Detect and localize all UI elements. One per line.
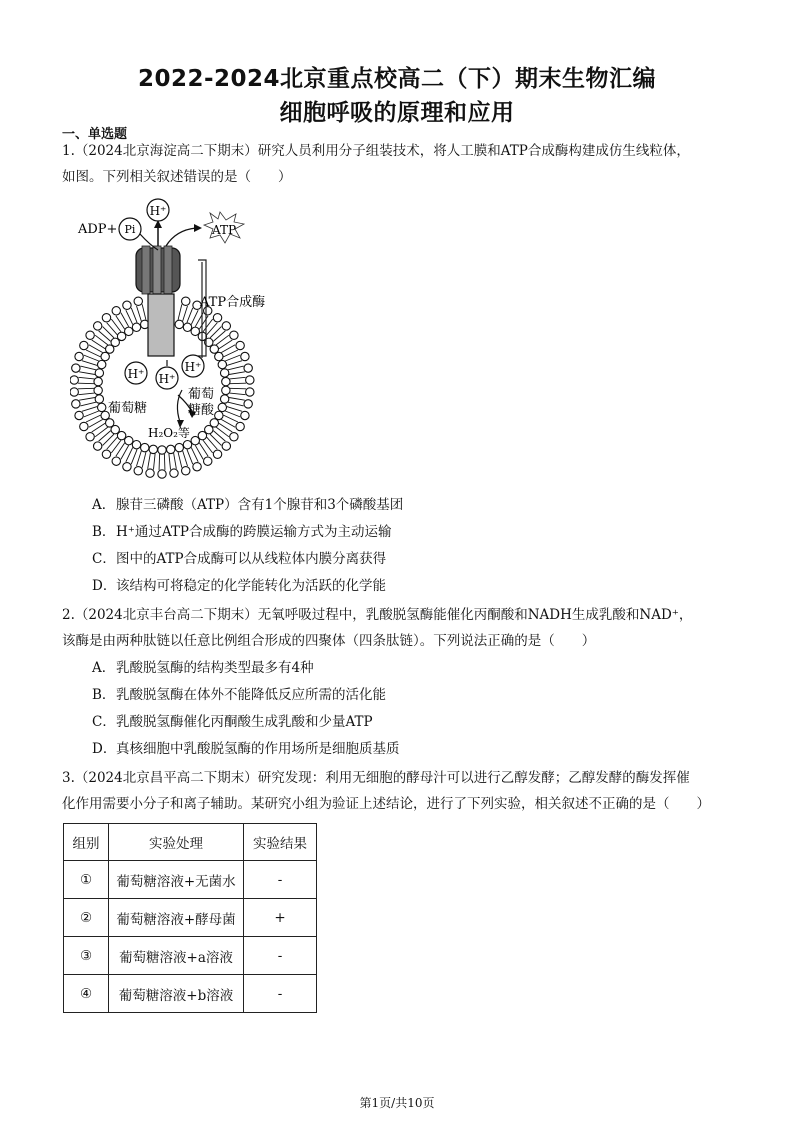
biomimetic-mitochondrion-figure <box>70 190 370 495</box>
q2-option-c-letter: C． <box>92 714 116 730</box>
question-2-stem <box>62 602 734 654</box>
lipid-tail <box>223 350 237 357</box>
question-1-stem <box>62 138 734 190</box>
lipid-head-outer <box>80 422 88 430</box>
lipid-head-inner <box>215 411 223 419</box>
lipid-tail <box>131 308 137 323</box>
lipid-head-outer <box>134 297 142 305</box>
lipid-head-inner <box>125 327 133 335</box>
lipid-head-outer <box>134 467 142 475</box>
table-header-treatment: 实验处理 <box>109 824 244 861</box>
lipid-tail <box>142 304 146 320</box>
atp-synthase-head <box>136 246 180 294</box>
lipid-tail <box>227 361 242 366</box>
lipid-head-outer <box>213 450 221 458</box>
lipid-tail <box>137 306 142 321</box>
lipid-tail <box>142 452 146 468</box>
table-cell-group: ② <box>64 899 109 937</box>
lipid-head-outer <box>246 388 254 396</box>
lipid-head-outer <box>244 364 252 372</box>
q1-option-a[interactable] <box>92 495 403 515</box>
glucose-label: 葡萄糖 <box>108 401 148 416</box>
lipid-tail <box>228 366 244 370</box>
q1-option-b[interactable] <box>92 522 392 542</box>
lipid-tail <box>78 383 94 384</box>
q1-option-b-letter: B． <box>92 524 116 540</box>
lipid-head-outer <box>241 352 249 360</box>
table-row <box>64 937 317 975</box>
q1-option-c-letter: C． <box>92 551 116 567</box>
table-row <box>64 899 317 937</box>
lipid-head-inner <box>101 352 109 360</box>
question-3-stem <box>62 765 734 817</box>
lipid-head-inner <box>149 445 157 453</box>
question-2-stem-line2: 该酶是由两种肽链以任意比例组合形成的四聚体（四条肽链）。下列说法正确的是（ ） <box>62 633 596 649</box>
table-cell-group: ① <box>64 861 109 899</box>
q2-option-d[interactable] <box>92 739 400 759</box>
q1-option-a-text: 腺苷三磷酸（ATP）含有1个腺苷和3个磷酸基团 <box>116 497 404 513</box>
lipid-head-inner <box>222 377 230 385</box>
lipid-head-inner <box>191 436 199 444</box>
lipid-tail <box>137 451 142 466</box>
lipid-tail <box>169 454 171 470</box>
adp-label: ADP+ <box>78 222 118 237</box>
lipid-tail <box>227 407 242 412</box>
lipid-tail <box>82 407 97 412</box>
lipid-head-outer <box>112 307 120 315</box>
lipid-tail <box>131 449 137 464</box>
table-header-row <box>64 824 317 861</box>
q2-option-b-text: 乳酸脱氢酶在体外不能降低反应所需的活化能 <box>116 687 386 703</box>
q2-option-c-text: 乳酸脱氢酶催化丙酮酸生成乳酸和少量ATP <box>116 714 373 730</box>
lipid-head-inner <box>141 443 149 451</box>
atp-label: ATP <box>211 223 237 237</box>
lipid-head-outer <box>182 467 190 475</box>
q1-option-d-text: 该结构可将稳定的化学能转化为活跃的化学能 <box>116 578 386 594</box>
lipid-head-outer <box>204 457 212 465</box>
lipid-tail <box>78 377 94 379</box>
document-title-line2: 细胞呼吸的原理和应用 <box>279 100 515 126</box>
q1-option-d-letter: D． <box>92 578 117 594</box>
table-cell-result: - <box>244 975 317 1013</box>
lipid-tail <box>223 415 237 422</box>
lipid-head-outer <box>241 411 249 419</box>
lipid-tail <box>230 393 246 395</box>
q2-option-a[interactable] <box>92 658 314 678</box>
lipid-tail <box>82 361 97 366</box>
q2-option-a-text: 乳酸脱氢酶的结构类型最多有4种 <box>116 660 314 676</box>
proton-inner-1-label: H⁺ <box>127 367 145 381</box>
lipid-head-outer <box>75 411 83 419</box>
q2-option-a-letter: A． <box>92 660 116 676</box>
document-title-line1: 2022-2024北京重点校高二（下）期末生物汇编 <box>137 66 657 92</box>
table-header-group: 组别 <box>64 824 109 861</box>
table-cell-treatment: 葡萄糖溶液+无菌水 <box>109 861 244 899</box>
lipid-head-outer <box>193 463 201 471</box>
lipid-tail <box>126 310 133 324</box>
lipid-tail <box>230 388 246 389</box>
table-row <box>64 975 317 1013</box>
lipid-head-inner <box>218 360 226 368</box>
lipid-tail <box>86 415 100 422</box>
lipid-head-outer <box>72 364 80 372</box>
lipid-head-outer <box>75 352 83 360</box>
q2-option-d-letter: D． <box>92 741 117 757</box>
lipid-head-inner <box>183 323 191 331</box>
lipid-head-outer <box>222 322 230 330</box>
lipid-head-outer <box>182 297 190 305</box>
lipid-tail <box>164 454 165 470</box>
gluconic-acid-label-2: 糖酸 <box>188 403 215 418</box>
lipid-head-inner <box>97 360 105 368</box>
atp-synthase-stalk <box>148 294 174 356</box>
lipid-tail <box>183 306 188 321</box>
lipid-head-inner <box>94 386 102 394</box>
lipid-tail <box>78 388 94 389</box>
table-cell-treatment: 葡萄糖溶液+b溶液 <box>109 975 244 1013</box>
lipid-head-outer <box>70 388 78 396</box>
lipid-head-inner <box>175 320 183 328</box>
lipid-head-inner <box>218 403 226 411</box>
lipid-head-inner <box>183 441 191 449</box>
section-heading: 一、单选题 <box>62 127 128 142</box>
lipid-head-outer <box>102 450 110 458</box>
q1-option-b-text: H⁺通过ATP合成酶的跨膜运输方式为主动运输 <box>116 524 392 540</box>
lipid-tail <box>126 447 133 461</box>
table-header-result: 实验结果 <box>244 824 317 861</box>
lipid-tail <box>225 355 240 361</box>
lipid-head-inner <box>94 377 102 385</box>
q1-option-c-text: 图中的ATP合成酶可以从线粒体内膜分离获得 <box>116 551 387 567</box>
lipid-tail <box>229 372 245 375</box>
table-cell-group: ③ <box>64 937 109 975</box>
lipid-head-inner <box>95 369 103 377</box>
lipid-head-outer <box>158 470 166 478</box>
lipid-tail <box>229 397 245 400</box>
lipid-head-outer <box>123 301 131 309</box>
lipid-head-outer <box>93 322 101 330</box>
question-1-stem-line1: 1.（2024北京海淀高二下期末）研究人员利用分子组装技术，将人工膜和ATP合成酶构建成仿生线粒体， <box>62 143 690 159</box>
page-footer: 第1页/共10页 <box>359 1096 435 1110</box>
experiment-table <box>63 823 317 1013</box>
q2-option-b[interactable] <box>92 685 386 705</box>
lipid-head-outer <box>230 433 238 441</box>
lipid-tail <box>191 447 198 461</box>
lipid-head-outer <box>86 331 94 339</box>
proton-inner-2-label: H⁺ <box>158 372 176 386</box>
q1-option-c[interactable] <box>92 549 386 569</box>
lipid-head-outer <box>86 433 94 441</box>
lipid-head-outer <box>236 341 244 349</box>
lipid-tail <box>187 308 193 323</box>
gluconic-acid-label-1: 葡萄 <box>188 387 215 402</box>
lipid-tail <box>230 377 246 379</box>
question-3-stem-line1: 3.（2024北京昌平高二下期末）研究发现：利用无细胞的酵母汁可以进行乙醇发酵；乙醇发酵的酶发挥催 <box>62 770 690 786</box>
lipid-head-outer <box>72 400 80 408</box>
lipid-head-outer <box>102 314 110 322</box>
lipid-tail <box>84 355 99 361</box>
lipid-head-outer <box>93 442 101 450</box>
question-2-stem-line1: 2.（2024北京丰台高二下期末）无氧呼吸过程中，乳酸脱氢酶能催化丙酮酸和NADH生成乳酸和NAD⁺， <box>62 607 693 623</box>
lipid-head-outer <box>244 400 252 408</box>
question-1-stem-line2: 如图。下列相关叙述错误的是（ ） <box>62 169 292 185</box>
lipid-head-inner <box>132 441 140 449</box>
lipid-tail <box>86 350 100 357</box>
lipid-tail <box>178 304 182 320</box>
table-cell-result: - <box>244 861 317 899</box>
lipid-head-inner <box>175 443 183 451</box>
lipid-tail <box>78 393 94 395</box>
atp-synthase-label: ATP合成酶 <box>200 295 266 310</box>
lipid-tail <box>148 453 151 469</box>
proton-top-label: H⁺ <box>149 204 167 218</box>
pi-label: Pi <box>124 223 136 236</box>
lipid-head-inner <box>210 345 218 353</box>
lipid-head-inner <box>220 395 228 403</box>
lipid-head-outer <box>222 442 230 450</box>
q1-option-d[interactable] <box>92 576 386 596</box>
lipid-tail <box>174 453 177 469</box>
lipid-tail <box>187 449 193 464</box>
lipid-head-outer <box>70 376 78 384</box>
q1-option-a-letter: A． <box>92 497 116 513</box>
q2-option-c[interactable] <box>92 712 373 732</box>
lipid-tail <box>225 411 240 417</box>
table-row <box>64 861 317 899</box>
lipid-head-outer <box>213 314 221 322</box>
q2-option-b-letter: B． <box>92 687 116 703</box>
lipid-head-outer <box>123 463 131 471</box>
lipid-head-outer <box>146 469 154 477</box>
table-cell-treatment: 葡萄糖溶液+a溶液 <box>109 937 244 975</box>
lipid-tail <box>79 397 95 400</box>
lipid-head-inner <box>158 446 166 454</box>
lipid-head-inner <box>97 403 105 411</box>
table-cell-treatment: 葡萄糖溶液+酵母菌 <box>109 899 244 937</box>
lipid-head-outer <box>112 457 120 465</box>
lipid-tail <box>159 454 160 470</box>
proton-inner-3-label: H⁺ <box>184 360 202 374</box>
table-cell-result: + <box>244 899 317 937</box>
lipid-tail <box>84 411 99 417</box>
lipid-head-inner <box>132 323 140 331</box>
lipid-head-outer <box>230 331 238 339</box>
table-cell-result: - <box>244 937 317 975</box>
lipid-head-inner <box>95 395 103 403</box>
q2-option-d-text: 真核细胞中乳酸脱氢酶的作用场所是细胞质基质 <box>116 741 400 757</box>
lipid-tail <box>153 454 155 470</box>
h2o2-label: H₂O₂等 <box>148 426 190 440</box>
table-cell-group: ④ <box>64 975 109 1013</box>
lipid-tail <box>230 383 246 384</box>
lipid-head-outer <box>170 469 178 477</box>
lipid-head-inner <box>167 445 175 453</box>
lipid-tail <box>228 402 244 406</box>
lipid-head-outer <box>246 376 254 384</box>
lipid-tail <box>178 452 182 468</box>
lipid-head-inner <box>106 419 114 427</box>
question-3-stem-line2: 化作用需要小分子和离子辅助。某研究小组为验证上述结论，进行了下列实验，相关叙述不正确的是（ ） <box>62 796 710 812</box>
lipid-tail <box>191 310 198 324</box>
lipid-head-inner <box>220 369 228 377</box>
lipid-tail <box>183 451 188 466</box>
lipid-tail <box>80 402 96 406</box>
lipid-head-outer <box>80 341 88 349</box>
lipid-head-inner <box>222 386 230 394</box>
lipid-head-inner <box>215 352 223 360</box>
lipid-tail <box>79 372 95 375</box>
lipid-tail <box>80 366 96 370</box>
lipid-head-outer <box>236 422 244 430</box>
